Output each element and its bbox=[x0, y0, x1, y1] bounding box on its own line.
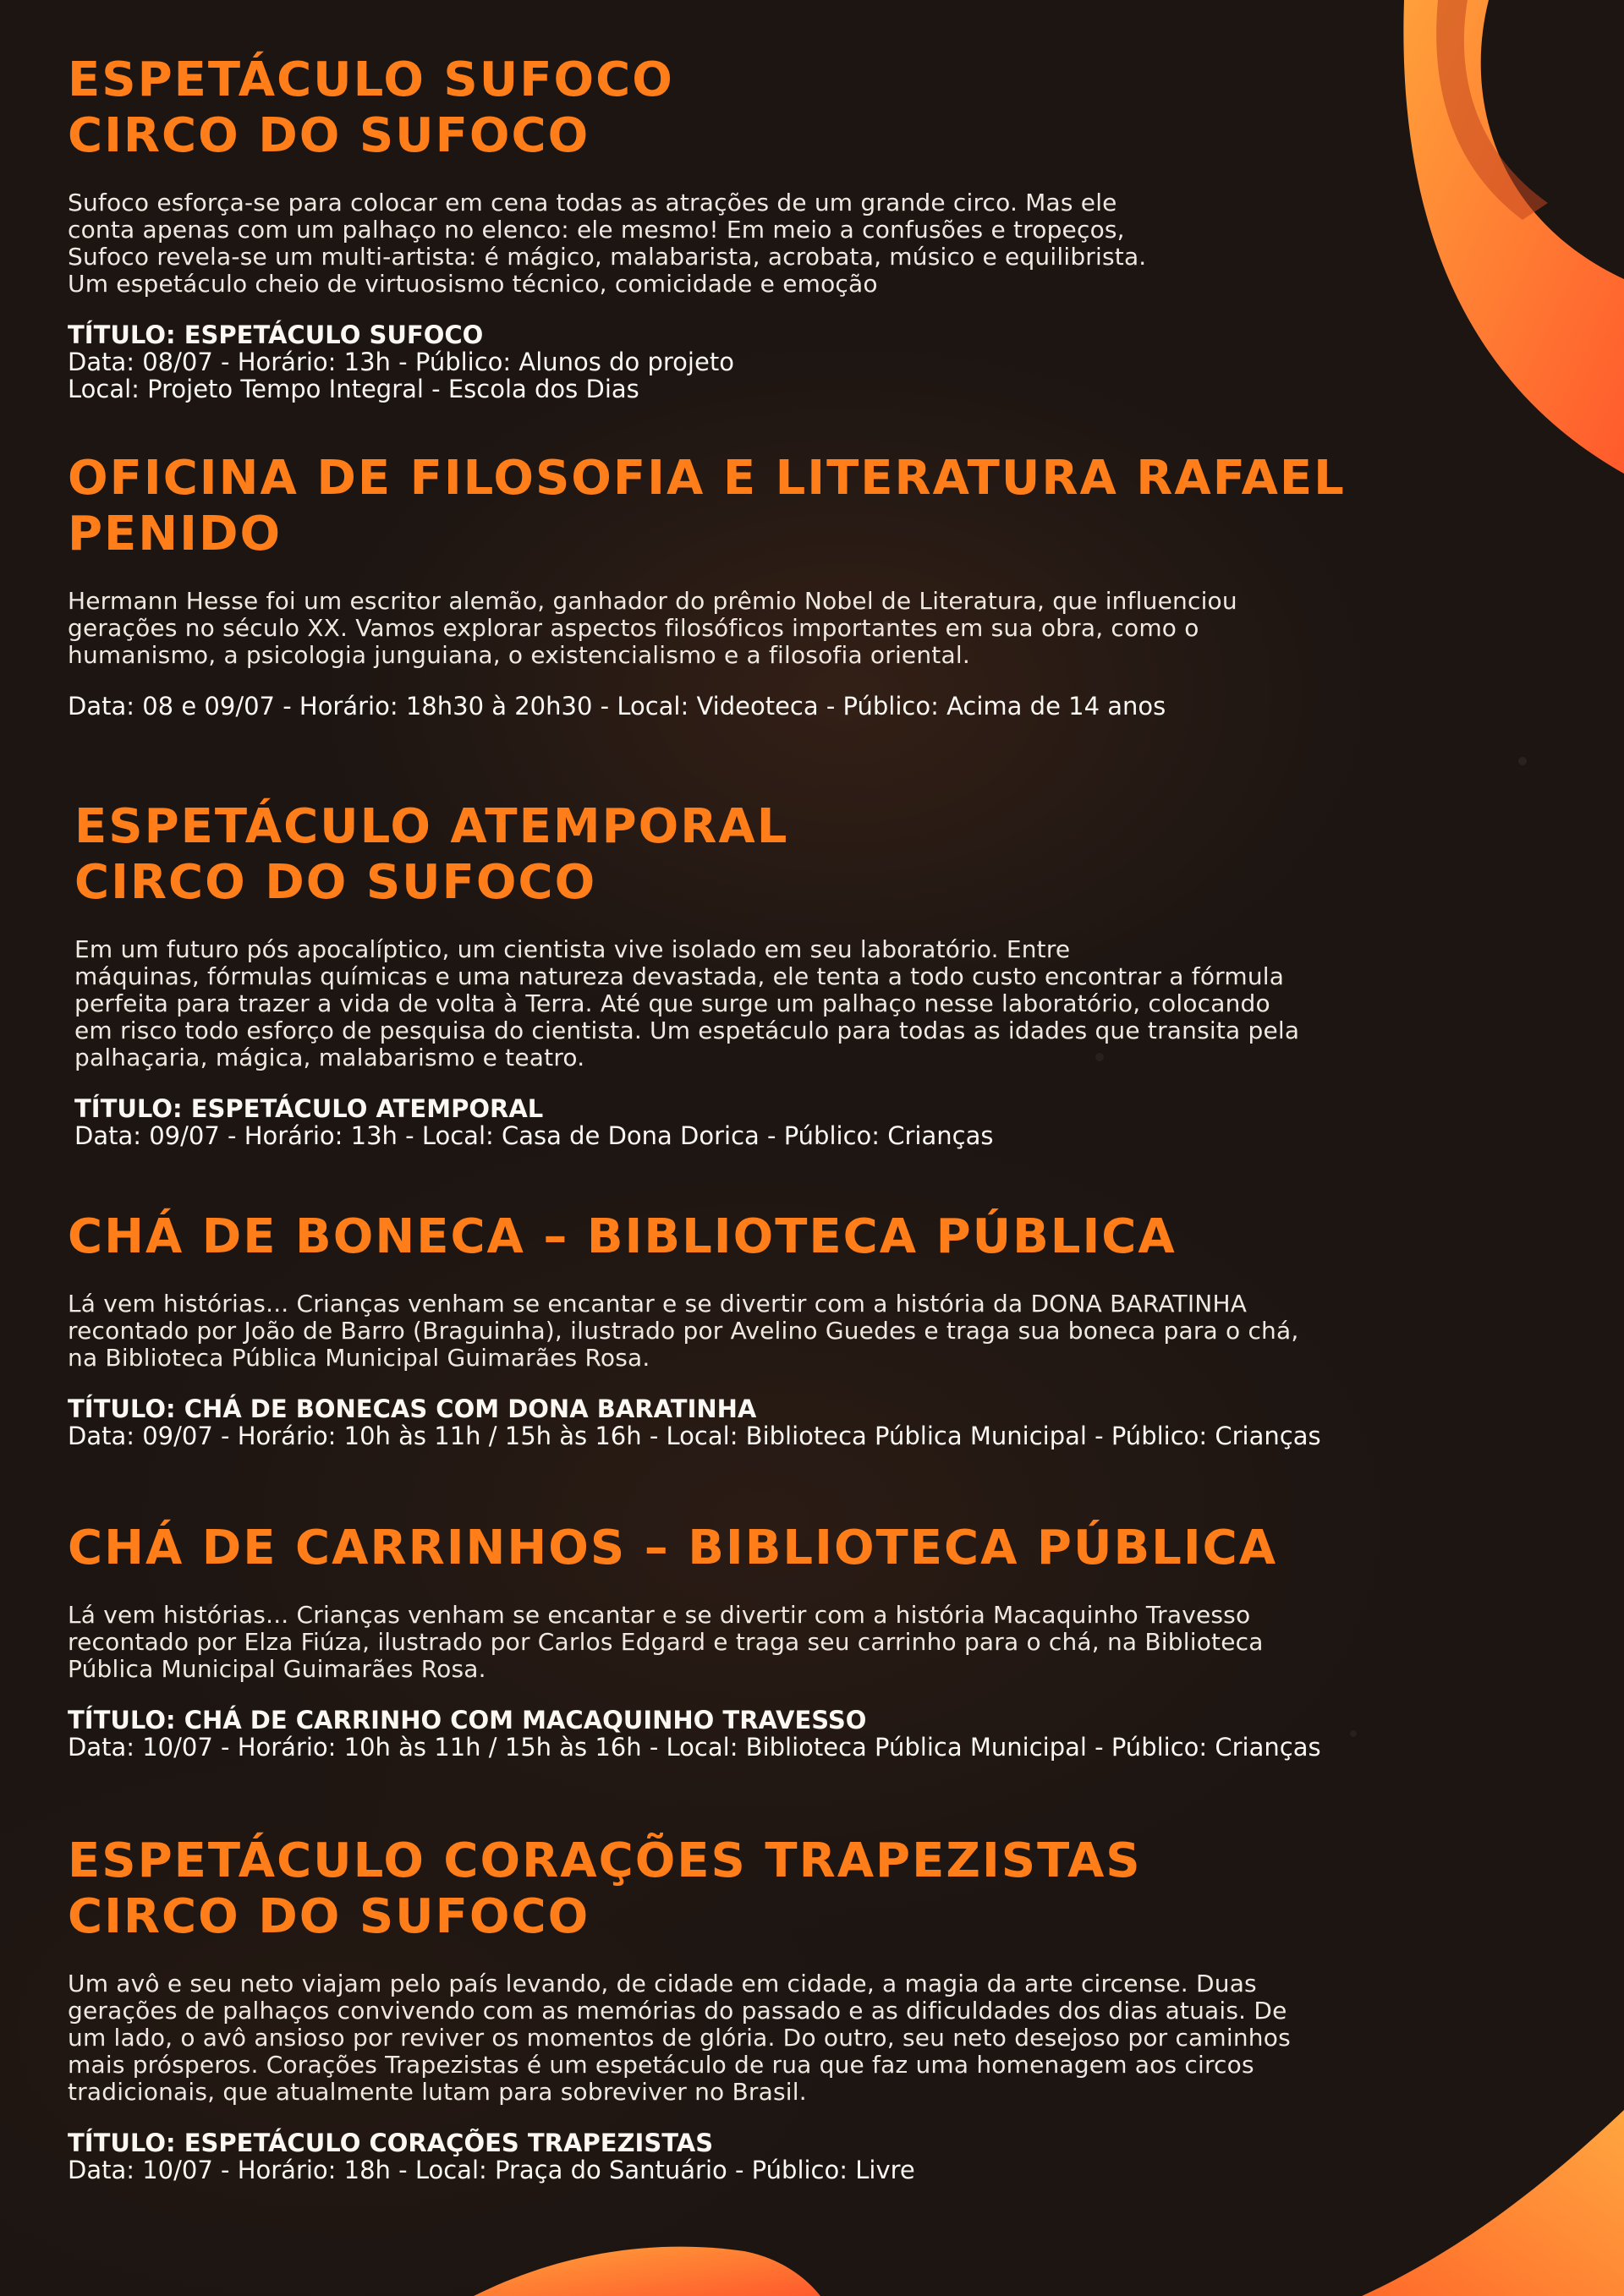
event-description: Lá vem histórias... Crianças venham se encantar e se divertir com a história da DONA BARATINHA recontado por João de Barro (Braguinha), ilustrado por Avelino Guedes e traga sua boneca para o chá, na Biblioteca Pública Municipal Guimarães Rosa. bbox=[68, 1290, 1299, 1372]
event-info bbox=[74, 1095, 1563, 1149]
event-info-line: Data: 08 e 09/07 - Horário: 18h30 à 20h30 - Local: Videoteca - Público: Acima de 14 anos bbox=[68, 692, 1166, 721]
event-info bbox=[68, 1395, 1556, 1449]
event-info bbox=[68, 693, 1556, 720]
event-info-line: Data: 09/07 - Horário: 13h - Local: Casa de Dona Dorica - Público: Crianças bbox=[74, 1121, 994, 1150]
event-description: Um avô e seu neto viajam pelo país levando, de cidade em cidade, a magia da arte circense. Duas gerações de palhaços convivendo com as memórias do passado e as dificuldades dos dias atuais. De um lado, o avô ansioso por reviver os momentos de glória. Do outro, seu neto desejoso por caminhos mais prósperos. Corações Trapezistas é um espetáculo de rua que faz uma homenagem aos circos tradicionais, que atualmente lutam para sobreviver no Brasil. bbox=[68, 1970, 1291, 2106]
event-description: Lá vem histórias... Crianças venham se encantar e se divertir com a história Macaquinho Travesso recontado por Elza Fiúza, ilustrado por Carlos Edgard e traga seu carrinho para o chá, na Biblioteca Pública Municipal Guimarães Rosa. bbox=[68, 1601, 1264, 1683]
event-info-line: Local: Projeto Tempo Integral - Escola dos Dias bbox=[68, 375, 639, 403]
event-info bbox=[68, 2129, 1556, 2184]
event-info-title: TÍTULO: CHÁ DE CARRINHO COM MACAQUINHO TRAVESSO bbox=[68, 1706, 867, 1734]
event-title: CHÁ DE BONECA – BIBLIOTECA PÚBLICA bbox=[68, 1209, 1177, 1264]
event-info-title: TÍTULO: CHÁ DE BONECAS COM DONA BARATINHA bbox=[68, 1395, 757, 1423]
event-description: Hermann Hesse foi um escritor alemão, ganhador do prêmio Nobel de Literatura, que influenciou gerações no século XX. Vamos explorar aspectos filosóficos importantes em sua obra, como o humanismo, a psicologia junguiana, o existencialismo e a filosofia oriental. bbox=[68, 587, 1237, 669]
event-coracoes-trapezistas bbox=[68, 1833, 1556, 2184]
event-title: CHÁ DE CARRINHOS – BIBLIOTECA PÚBLICA bbox=[68, 1521, 1278, 1575]
event-info-line: Data: 10/07 - Horário: 10h às 11h / 15h às 16h - Local: Biblioteca Pública Municipal - Público: Crianças bbox=[68, 1733, 1321, 1762]
event-cha-de-boneca bbox=[68, 1209, 1556, 1449]
event-info-line: Data: 10/07 - Horário: 18h - Local: Praça do Santuário - Público: Livre bbox=[68, 2156, 915, 2184]
ribbon-bottom-center bbox=[474, 2247, 820, 2296]
event-oficina-filosofia bbox=[68, 451, 1556, 720]
event-info-title: TÍTULO: ESPETÁCULO CORAÇÕES TRAPEZISTAS bbox=[68, 2129, 714, 2157]
event-info bbox=[68, 321, 1556, 403]
event-espetaculo-atemporal bbox=[74, 799, 1563, 1149]
event-espetaculo-sufoco bbox=[68, 52, 1556, 403]
event-title: OFICINA DE FILOSOFIA E LITERATURA RAFAEL PENIDO bbox=[68, 451, 1346, 562]
event-description: Sufoco esforça-se para colocar em cena todas as atrações de um grande circo. Mas ele conta apenas com um palhaço no elenco: ele mesmo! Em meio a confusões e tropeços, Sufoco revela-se um multi-artista: é mágico, malabarista, acrobata, músico e equilibrista. Um espetáculo cheio de virtuosismo técnico, comicidade e emoção bbox=[68, 189, 1147, 298]
event-title: ESPETÁCULO SUFOCO CIRCO DO SUFOCO bbox=[68, 52, 674, 163]
event-info bbox=[68, 1707, 1556, 1761]
event-title: ESPETÁCULO ATEMPORAL CIRCO DO SUFOCO bbox=[74, 799, 789, 910]
event-description: Em um futuro pós apocalíptico, um cientista vive isolado em seu laboratório. Entre máquinas, fórmulas químicas e uma natureza devastada, ele tenta a todo custo encontrar a fórmula perfeita para trazer a vida de volta à Terra. Até que surge um palhaço nesse laboratório, colocando em risco todo esforço de pesquisa do cientista. Um espetáculo para todas as idades que transita pela palhaçaria, mágica, malabarismo e teatro. bbox=[74, 935, 1300, 1071]
event-title: ESPETÁCULO CORAÇÕES TRAPEZISTAS CIRCO DO SUFOCO bbox=[68, 1833, 1142, 1944]
event-info-title: TÍTULO: ESPETÁCULO SUFOCO bbox=[68, 321, 484, 349]
event-info-title: TÍTULO: ESPETÁCULO ATEMPORAL bbox=[74, 1094, 544, 1123]
event-info-line: Data: 08/07 - Horário: 13h - Público: Alunos do projeto bbox=[68, 348, 734, 376]
event-info-line: Data: 09/07 - Horário: 10h às 11h / 15h às 16h - Local: Biblioteca Pública Municipal - Público: Crianças bbox=[68, 1422, 1321, 1450]
event-cha-de-carrinhos bbox=[68, 1521, 1556, 1761]
